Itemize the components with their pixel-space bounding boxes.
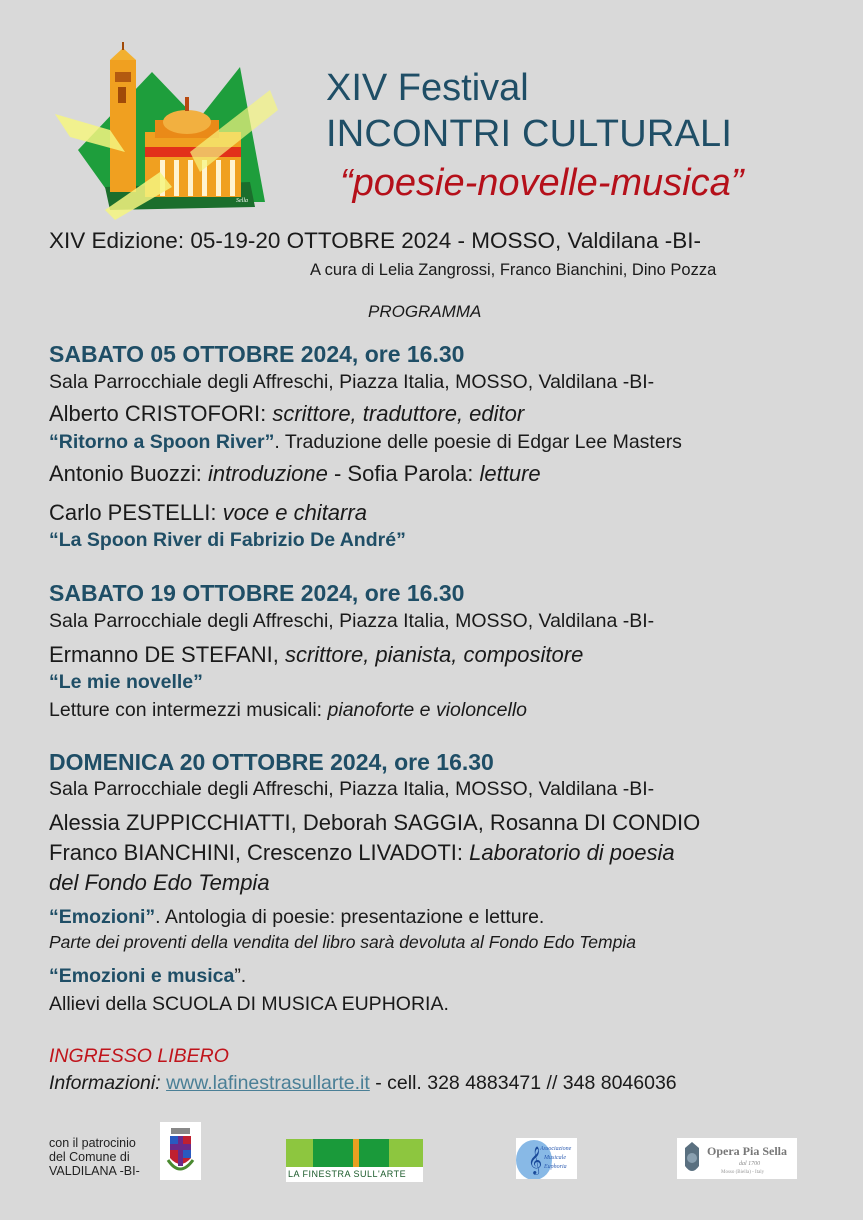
info-label: Informazioni: <box>49 1072 161 1094</box>
la-finestra-sull-arte-logo <box>286 1139 423 1182</box>
edition-dates: XIV Edizione: 05-19-20 OTTOBRE 2024 - MOSSO, Valdilana -BI- <box>49 228 701 253</box>
description-text: Letture con intermezzi musicali: <box>49 699 328 721</box>
work-title: “Emozioni” <box>49 906 156 928</box>
patronage-line3: VALDILANA -BI- <box>49 1164 140 1178</box>
event-1-venue: Sala Parrocchiale degli Affreschi, Piazza Italia, MOSSO, Valdilana -BI- <box>49 371 655 393</box>
guest-role: scrittore, traduttore, editor <box>272 401 525 426</box>
event-2-guest <box>49 640 583 670</box>
patronage-text <box>49 1136 140 1178</box>
work-title: “Ritorno a Spoon River” <box>49 431 275 453</box>
event-3-lab-line2: del Fondo Edo Tempia <box>49 870 270 895</box>
guest-names: Franco BIANCHINI, Crescenzo LIVADOTI: <box>49 840 470 865</box>
svg-text:Euphoria: Euphoria <box>544 1164 567 1170</box>
patronage-line2: del Comune di <box>49 1150 130 1164</box>
intro-role: introduzione <box>207 461 328 486</box>
event-3-note: Parte dei proventi della vendita del libro sarà devoluta al Fondo Edo Tempia <box>49 932 636 952</box>
event-3-work1 <box>49 904 544 930</box>
work-title-close: ”. <box>234 965 247 987</box>
event-1-heading: SABATO 05 OTTOBRE 2024, ore 16.30 <box>49 341 465 367</box>
event-1-guest2 <box>49 498 367 528</box>
event-2-venue: Sala Parrocchiale degli Affreschi, Piazza Italia, MOSSO, Valdilana -BI- <box>49 610 655 632</box>
patronage-line1: con il patrocinio <box>49 1136 136 1150</box>
event-3-heading: DOMENICA 20 OTTOBRE 2024, ore 16.30 <box>49 749 494 775</box>
la-finestra-logo-text: LA FINESTRA SULL'ARTE <box>286 1167 423 1182</box>
event-1-guest1 <box>49 399 524 429</box>
euphoria-music-logo <box>516 1138 577 1179</box>
svg-text:Associazione: Associazione <box>540 1146 572 1152</box>
event-3-guests-line2 <box>49 838 675 868</box>
reader-role: letture <box>479 461 541 486</box>
event-3-venue: Sala Parrocchiale degli Affreschi, Piazza Italia, MOSSO, Valdilana -BI- <box>49 778 655 800</box>
work-description: . Antologia di poesie: presentazione e letture. <box>155 906 545 928</box>
instruments: pianoforte e violoncello <box>327 699 527 721</box>
phone-numbers: - cell. 328 4883471 // 348 8046036 <box>369 1072 677 1094</box>
opera-pia-sella-text: Opera Pia Sella <box>707 1144 787 1158</box>
festival-title-line1: XIV Festival <box>326 67 529 109</box>
event-1-work2: “La Spoon River di Fabrizio De André” <box>49 529 406 551</box>
event-3-performers: Allievi della SCUOLA DI MUSICA EUPHORIA. <box>49 993 449 1015</box>
festival-logo-church <box>50 42 280 220</box>
guest-name: Alberto CRISTOFORI: <box>49 401 273 426</box>
event-2-work: “Le mie novelle” <box>49 671 203 693</box>
reader-name: - Sofia Parola: <box>327 461 480 486</box>
valdilana-coat-of-arms-logo <box>160 1122 201 1180</box>
event-1-work1 <box>49 429 682 455</box>
info-line <box>49 1070 677 1096</box>
festival-subtitle: “poesie-novelle-musica” <box>340 162 744 204</box>
event-3-work2 <box>49 963 246 989</box>
work-title: “Emozioni e musica <box>49 965 235 987</box>
svg-text:Musicale: Musicale <box>544 1155 566 1161</box>
svg-text:Mosso (Biella) - Italy: Mosso (Biella) - Italy <box>721 1170 765 1175</box>
festival-title-line2: INCONTRI CULTURALI <box>326 113 733 155</box>
laboratory-name: Laboratorio di poesia <box>469 840 675 865</box>
website-link[interactable]: www.lafinestrasullarte.it <box>166 1072 370 1094</box>
svg-text:𝄞: 𝄞 <box>528 1146 543 1174</box>
guest-name: Ermanno DE STEFANI, <box>49 642 285 667</box>
programma-heading: PROGRAMMA <box>368 302 482 321</box>
event-2-description <box>49 697 527 723</box>
svg-text:dal 1700: dal 1700 <box>739 1161 761 1167</box>
guest-role: scrittore, pianista, compositore <box>284 642 584 667</box>
event-1-intro <box>49 459 541 489</box>
intro-name: Antonio Buozzi: <box>49 461 208 486</box>
work-description: . Traduzione delle poesie di Edgar Lee Masters <box>274 431 682 453</box>
event-3-guests-line1: Alessia ZUPPICCHIATTI, Deborah SAGGIA, Rosanna DI CONDIO <box>49 810 701 835</box>
svg-text:Sella: Sella <box>236 198 248 204</box>
guest-name: Carlo PESTELLI: <box>49 500 223 525</box>
event-2-heading: SABATO 19 OTTOBRE 2024, ore 16.30 <box>49 580 465 606</box>
opera-pia-sella-logo <box>677 1138 797 1179</box>
curators: A cura di Lelia Zangrossi, Franco Bianchini, Dino Pozza <box>310 261 717 279</box>
free-entry-label: INGRESSO LIBERO <box>49 1045 229 1067</box>
guest-role: voce e chitarra <box>222 500 367 525</box>
